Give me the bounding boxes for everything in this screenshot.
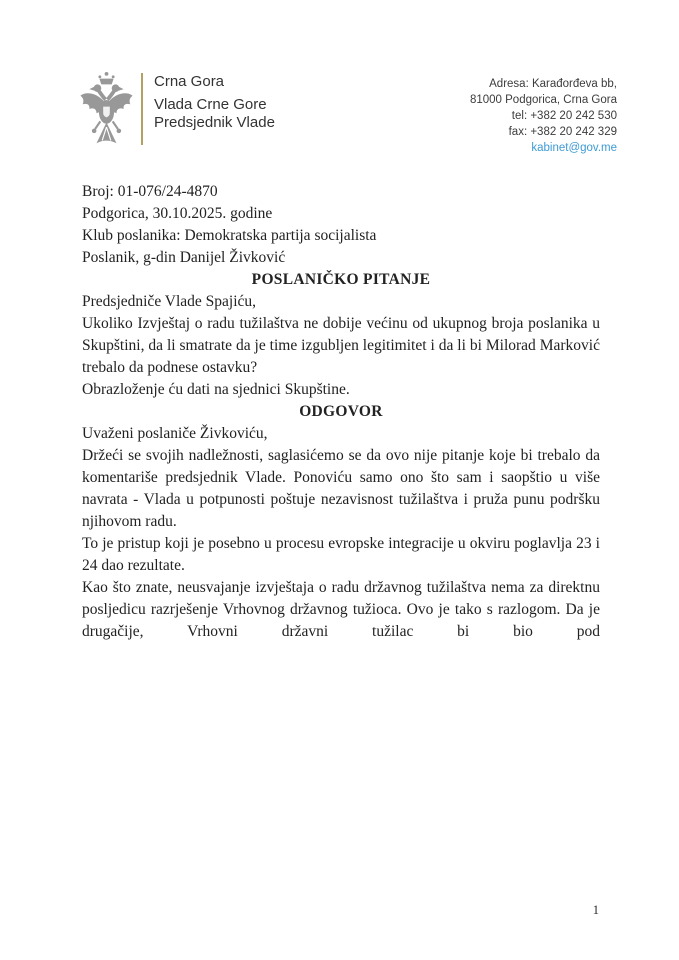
org-office: Predsjednik Vlade <box>154 114 275 131</box>
question-salutation: Predsjedniče Vlade Spajiću, <box>82 293 257 310</box>
contact-fax: fax: +382 20 242 329 <box>508 126 617 138</box>
contact-email-link[interactable]: kabinet@gov.me <box>531 142 617 154</box>
mp-line: Poslanik, g-din Danijel Živković <box>82 249 286 266</box>
reference-number: Broj: 01-076/24-4870 <box>82 183 218 200</box>
government-brand <box>78 70 275 150</box>
answer-paragraph-3: Kao što znate, neusvajanje izvještaja o radu državnog tužilaštva nema za direktnu posljedicu razrješenje Vrhovnog državnog tužioca. Ovo je tako s razlogom. Da je drugačije, Vrhovni državni tužilac bi bio pod <box>82 579 600 640</box>
answer-title: ODGOVOR <box>299 403 383 420</box>
letterhead <box>0 0 679 156</box>
contact-tel: tel: +382 20 242 530 <box>511 110 617 122</box>
letter-body <box>0 156 679 643</box>
answer-paragraph-2: To je pristup koji je posebno u procesu evropske integracije u okviru poglavlja 23 i 24 dao rezultate. <box>82 535 600 574</box>
club-line: Klub poslanika: Demokratska partija socijalista <box>82 227 377 244</box>
org-country: Crna Gora <box>154 73 225 90</box>
date-line: Podgorica, 30.10.2025. godine <box>82 205 273 222</box>
contact-block <box>470 70 617 156</box>
answer-paragraph-1: Držeći se svojih nadležnosti, saglasićemo se da ovo nije pitanje koje bi trebalo da komentariše predsjednik Vlade. Ponoviću samo ono što sam i saopštio u više navrata - Vlada u potpunosti poštuje nezavisnost tužilaštva i pruža punu podršku njihovom radu. <box>82 447 600 530</box>
contact-address-line2: 81000 Podgorica, Crna Gora <box>469 94 617 106</box>
answer-salutation: Uvaženi poslaniče Živkoviću, <box>82 425 268 442</box>
coat-of-arms-icon <box>78 70 135 150</box>
question-note: Obrazloženje ću dati na sjednici Skupštine. <box>82 381 350 398</box>
page-number: 1 <box>592 903 599 917</box>
org-government: Vlada Crne Gore <box>154 96 267 113</box>
question-paragraph: Ukoliko Izvještaj o radu tužilaštva ne dobije većinu od ukupnog broja poslanika u Skupštini, da li smatrate da je time izgubljen legitimitet i da li bi Milorad Marković trebalo da podnese ostavku? <box>82 315 600 376</box>
org-title-block <box>154 70 275 132</box>
question-title: POSLANIČKO PITANJE <box>251 271 431 288</box>
contact-address-line1: Adresa: Karađorđeva bb, <box>489 78 617 90</box>
brand-divider <box>141 73 143 145</box>
